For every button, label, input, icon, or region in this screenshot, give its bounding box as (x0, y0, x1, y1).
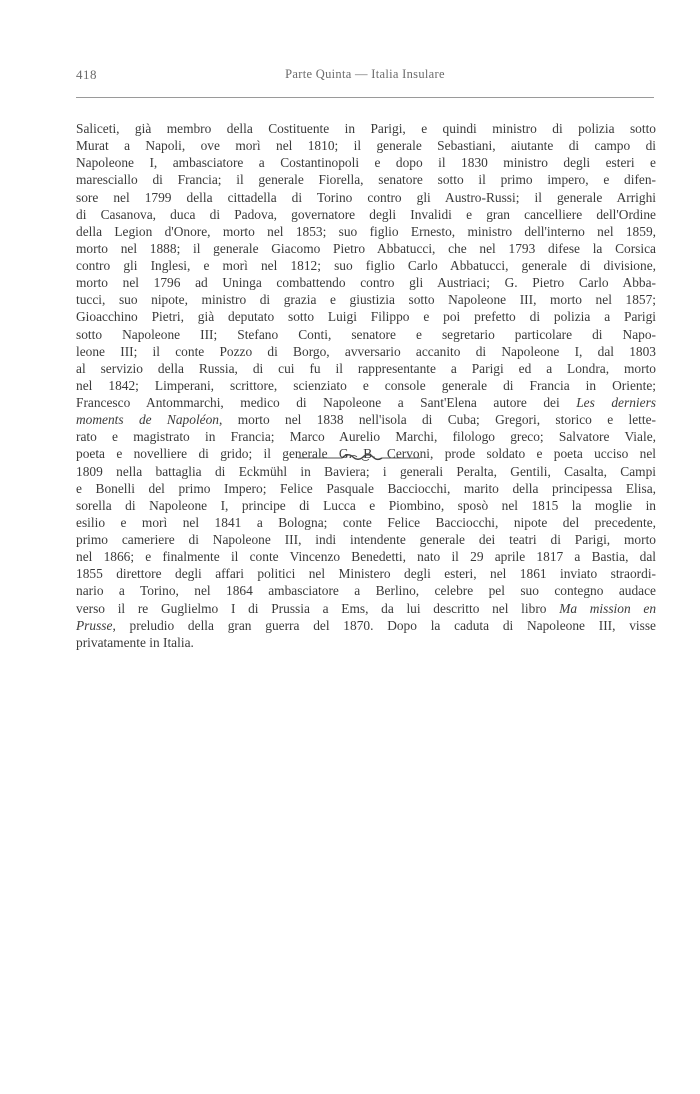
text-line (76, 291, 656, 308)
text-line (76, 189, 656, 206)
text-run: Saliceti, già membro della Costituente in Parigi, e quindi ministro di polizia sotto (76, 121, 656, 136)
text-run: Napoleone I, ambasciatore a Costantinopoli e dopo il 1830 ministro degli esteri e (76, 155, 656, 171)
text-run: tucci, suo nipote, ministro di grazia e giustizia sotto Napoleone III, morto nel 1857; (76, 292, 656, 308)
italic-title: Prusse (76, 617, 113, 633)
text-line (76, 531, 656, 548)
text-line (76, 274, 656, 291)
text-line (76, 394, 656, 411)
text-run: e Bonelli del primo Impero; Felice Pasquale Bacciocchi, marito della principessa Elisa, (76, 480, 656, 496)
italic-title: moments de Napoléon (76, 412, 220, 428)
text-line (76, 600, 656, 617)
tailpiece-ornament-icon (298, 452, 420, 464)
header-rule (76, 97, 654, 98)
text-line (76, 480, 656, 497)
text-line (76, 548, 656, 565)
text-line (76, 428, 656, 445)
text-run: , preludio della gran guerra del 1870. Dopo la caduta di Napoleone III, visse (112, 617, 656, 633)
page-header (76, 67, 654, 87)
text-line (76, 171, 656, 188)
text-run: contro gli Inglesi, e morì nel 1812; suo figlio Carlo Abbatucci, generale di divisione, (76, 258, 656, 273)
text-run: nel 1866; e finalmente il conte Vincenzo Benedetti, nato il 29 aprile 1817 a Bastia, dal (76, 549, 656, 565)
running-head: Parte Quinta — Italia Insulare (285, 67, 445, 81)
text-line (76, 463, 656, 480)
text-run: maresciallo di Francia; il generale Fiorella, senatore sotto il primo impero, e difen- (76, 172, 656, 188)
italic-title: Ma mission en (559, 600, 657, 616)
text-run: al servizio della Russia, di cui fu il rappresentante a Parigi ed a Londra, morto (76, 360, 656, 376)
text-run: sore nel 1799 della cittadella di Torino contro gli Austro-Russi; il generale Arrighi (76, 189, 656, 205)
page-number: 418 (76, 67, 97, 82)
text-line (76, 308, 656, 325)
text-line (76, 154, 656, 171)
text-run: leone III; il conte Pozzo di Borgo, avversario accanito di Napoleone I, dal 1803 (76, 343, 656, 359)
text-run: verso il re Guglielmo I di Prussia a Ems, da lui descritto nel libro (76, 600, 560, 616)
italic-title: Les derniers (576, 395, 656, 410)
text-run: privatamente in Italia. (76, 634, 194, 650)
text-run: Murat a Napoli, ove morì nel 1810; il generale Sebastiani, aiutante di campo di (76, 138, 656, 154)
text-line (76, 634, 656, 651)
text-line (76, 514, 656, 531)
text-run: poeta e novelliere di grido; il generale G. B. Cervoni, prode soldato e poeta ucciso nel (76, 446, 656, 462)
body-paragraph (76, 120, 656, 651)
text-run: esilio e morì nel 1841 a Bologna; conte Felice Bacciocchi, nipote del precedente, (76, 514, 656, 530)
text-line (76, 360, 656, 377)
text-run: nario a Torino, nel 1864 ambasciatore a Berlino, celebre pel suo contegno audace (76, 583, 656, 599)
text-line (76, 497, 656, 514)
text-run: primo cameriere di Napoleone III, indi intendente generale dei teatri di Parigi, morto (76, 532, 656, 547)
text-line (76, 582, 656, 599)
text-line (76, 326, 656, 343)
text-run: morto nel 1796 ad Uninga combattendo contro gli Austriaci; G. Pietro Carlo Abba- (76, 275, 656, 291)
text-run: Gioacchino Pietri, già deputato sotto Luigi Filippo e poi prefetto di polizia a Parigi (76, 309, 656, 325)
text-line (76, 343, 656, 360)
text-run: di Casanova, duca di Padova, governatore degli Invalidi e gran cancelliere dell'Ordine (76, 206, 656, 222)
text-line (76, 617, 656, 634)
text-run: 1809 nella battaglia di Eckmühl in Baviera; i generali Peralta, Gentili, Casalta, Campi (76, 463, 656, 479)
text-run: rato e magistrato in Francia; Marco Aurelio Marchi, filologo greco; Salvatore Viale, (76, 429, 656, 445)
text-run: morto nel 1888; il generale Giacomo Pietro Abbatucci, che nel 1793 difese la Corsica (76, 240, 656, 256)
text-line (76, 240, 656, 257)
text-run: sotto Napoleone III; Stefano Conti, senatore e segretario particolare di Napo- (76, 326, 656, 342)
text-line (76, 206, 656, 223)
text-line (76, 257, 656, 274)
text-run: sorella di Napoleone I, principe di Lucca e Piombino, sposò nel 1815 la moglie in (76, 497, 656, 513)
text-run: , morto nel 1838 nell'isola di Cuba; Gregori, storico e lette- (219, 412, 656, 428)
text-run: nel 1842; Limperani, scrittore, scienziato e console generale di Francia in Oriente; (76, 377, 656, 393)
text-line (76, 411, 656, 428)
text-line (76, 223, 656, 240)
text-run: 1855 direttore degli affari politici nel Ministero degli esteri, nel 1861 inviato straordi- (76, 566, 656, 582)
text-line (76, 137, 656, 154)
text-run: della Legion d'Onore, morto nel 1853; suo figlio Ernesto, ministro dell'interno nel 1859, (76, 223, 656, 239)
text-line (76, 377, 656, 394)
text-line (76, 120, 656, 137)
text-line (76, 565, 656, 582)
text-run: Francesco Antommarchi, medico di Napoleone a Sant'Elena autore dei (76, 395, 577, 410)
